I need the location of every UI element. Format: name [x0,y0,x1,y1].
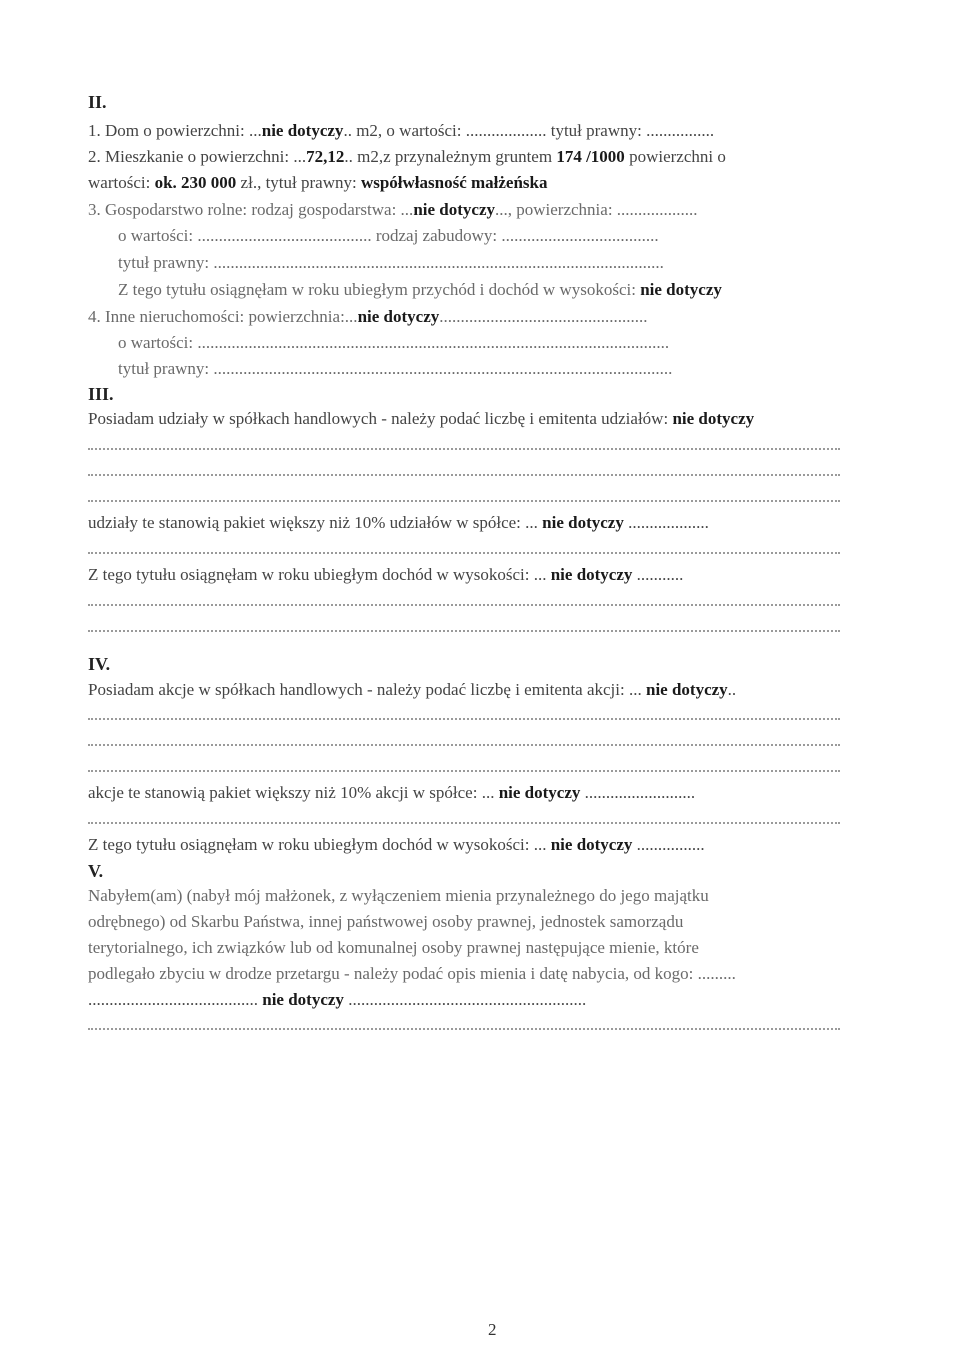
line-inne-wartosc: o wartości: ............................................................................................................... [118,333,670,352]
dotted-line [88,768,840,772]
dotted-line [88,820,840,824]
line-mienie-4: podlegało zbyciu w drodze przetargu - należy podać opis mienia i datę nabycia, od kogo: ......... [88,964,736,983]
line-dom: 1. Dom o powierzchni: ...nie dotyczy.. m2, o wartości: ................... tytuł prawny: ................ [88,121,715,140]
line-udzialy: Posiadam udziały w spółkach handlowych - należy podać liczbę i emitenta udziałów: nie dotyczy [88,409,755,428]
line-mienie-3: terytorialnego, ich związków lub od komunalnej osoby prawnej następujące mienie, które [88,938,699,957]
line-akcje: Posiadam akcje w spółkach handlowych - należy podać liczbę i emitenta akcji: ... nie dotyczy.. [88,680,737,699]
dotted-line [88,446,840,450]
page-number: 2 [488,1320,497,1339]
line-mieszkanie: 2. Mieszkanie o powierzchni: ...72,12.. m2,z przynależnym gruntem 174 /1000 powierzchni o [88,147,726,166]
dotted-line [88,550,840,554]
dotted-line [88,472,840,476]
section-heading-iv: IV. [88,654,111,674]
line-akcje-pakiet: akcje te stanowią pakiet większy niż 10% akcji w spółce: ... nie dotyczy .......................... [88,783,696,802]
section-heading-v: V. [88,861,104,881]
section-heading-iii: III. [88,384,114,404]
section-heading-ii: II. [88,92,107,112]
line-mienie-2: odrębnego) od Skarbu Państwa, innej państwowej osoby prawnej, jednostek samorządu [88,912,684,931]
line-gospodarstwo-dochod: Z tego tytułu osiągnęłam w roku ubiegłym przychód i dochód w wysokości: nie dotyczy [118,280,722,299]
line-mienie-5: ........................................ nie dotyczy ........................................................ [88,990,587,1009]
line-gospodarstwo-wartosc: o wartości: ......................................... rodzaj zabudowy: ..................................... [118,226,659,245]
line-gospodarstwo-tytul: tytuł prawny: .......................................................................................................... [118,253,664,272]
dotted-line [88,602,840,606]
line-mieszkanie-wartosc: wartości: ok. 230 000 zł., tytuł prawny: współwłasność małżeńska [88,173,548,192]
line-udzialy-dochod: Z tego tytułu osiągnęłam w roku ubiegłym dochód w wysokości: ... nie dotyczy ........... [88,565,684,584]
dotted-line [88,742,840,746]
line-inne-tytul: tytuł prawny: ............................................................................................................ [118,359,673,378]
line-inne-nieruchomosci: 4. Inne nieruchomości: powierzchnia:...nie dotyczy................................................. [88,307,648,326]
dotted-line [88,716,840,720]
line-gospodarstwo: 3. Gospodarstwo rolne: rodzaj gospodarstwa: ...nie dotyczy..., powierzchnia: ................... [88,200,698,219]
line-udzialy-pakiet: udziały te stanowią pakiet większy niż 10% udziałów w spółce: ... nie dotyczy ................... [88,513,709,532]
line-akcje-dochod: Z tego tytułu osiągnęłam w roku ubiegłym dochód w wysokości: ... nie dotyczy ................ [88,835,705,854]
line-mienie-1: Nabyłem(am) (nabył mój małżonek, z wyłączeniem mienia przynależnego do jego majątku [88,886,709,905]
dotted-line [88,498,840,502]
dotted-line [88,628,840,632]
dotted-line [88,1026,840,1030]
